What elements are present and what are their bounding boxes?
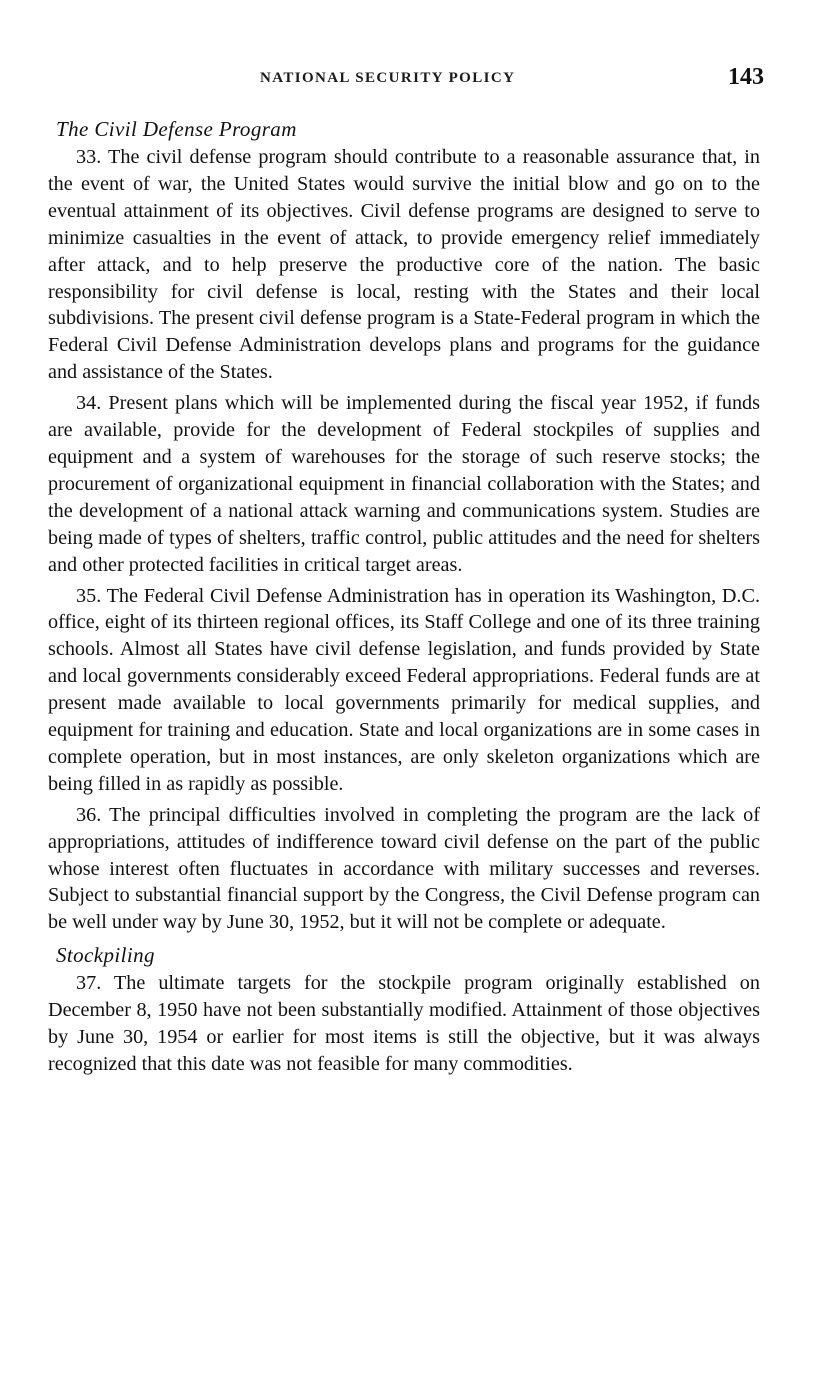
paragraph-number: 35. <box>76 584 102 607</box>
paragraph-37 <box>48 970 760 1078</box>
section-heading-stockpiling: Stockpiling <box>56 943 155 968</box>
paragraph-number: 34. <box>76 392 102 415</box>
running-head <box>48 64 764 98</box>
paragraph-35 <box>48 583 760 798</box>
paragraph-text: Present plans which will be implemented during the fiscal year 1952, if funds are available, provide for the development of Federal stockpiles of supplies and equipment and a system of warehouses for the storage of such reserve stocks; the procurement of organizational equipment in financial collaboration with the States; and the development of a national attack warning and communications system. Studies are being made of types of shelters, traffic control, public attitudes and the need for shelters and other protected facilities in critical target areas. <box>48 392 761 576</box>
paragraph-text: The ultimate targets for the stockpile program originally established on December 8, 1950 have not been substantially modified. Attainment of those objectives by June 30, 1954 or earlier for most items is still the objective, but it was always recognized that this date was not feasible for many commodities. <box>48 972 760 1075</box>
paragraph-text: The Federal Civil Defense Administration has in operation its Washington, D.C. office, eight of its thirteen regional offices, its Staff College and one of its three training schools. Almost all States have civil defense legislation, and funds provided by State and local governments considerably exceed Federal appropriations. Federal funds are at present made available to local governments primarily for medical supplies, and equipment for training and education. State and local organizations are in some cases in complete operation, but in most instances, are only skeleton organizations which are being filled in as rapidly as possible. <box>48 584 760 795</box>
paragraph-text: The principal difficulties involved in completing the program are the lack of appropriations, attitudes of indifference toward civil defense on the part of the public whose interest often fluctuates in accordance with military successes and reverses. Subject to substantial financial support by the Congress, the Civil Defense program can be well under way by June 30, 1952, but it will not be complete or adequate. <box>48 803 760 934</box>
running-title: NATIONAL SECURITY POLICY <box>260 70 516 86</box>
paragraph-number: 37. <box>76 972 102 995</box>
page-number: 143 <box>728 64 764 90</box>
body-text <box>48 116 760 1082</box>
paragraph-34 <box>48 390 760 578</box>
paragraph-number: 36. <box>76 803 102 826</box>
paragraph-36 <box>48 802 760 937</box>
paragraph-number: 33. <box>76 146 102 168</box>
paragraph-33 <box>48 144 760 386</box>
section-heading-civil-defense: The Civil Defense Program <box>56 117 297 141</box>
paragraph-text: The civil defense program should contribute to a reasonable assurance that, in the event of war, the United States would survive the initial blow and go on to the eventual attainment of its objectives. Civil defense programs are designed to serve to minimize casualties in the event of attack, to provide emergency relief immediately after attack, and to help preserve the productive core of the nation. The basic responsibility for civil defense is local, resting with the States and their local subdivisions. The present civil defense program is a State-Federal program in which the Federal Civil Defense Administration develops plans and programs for the guidance and assistance of the States. <box>48 146 760 384</box>
